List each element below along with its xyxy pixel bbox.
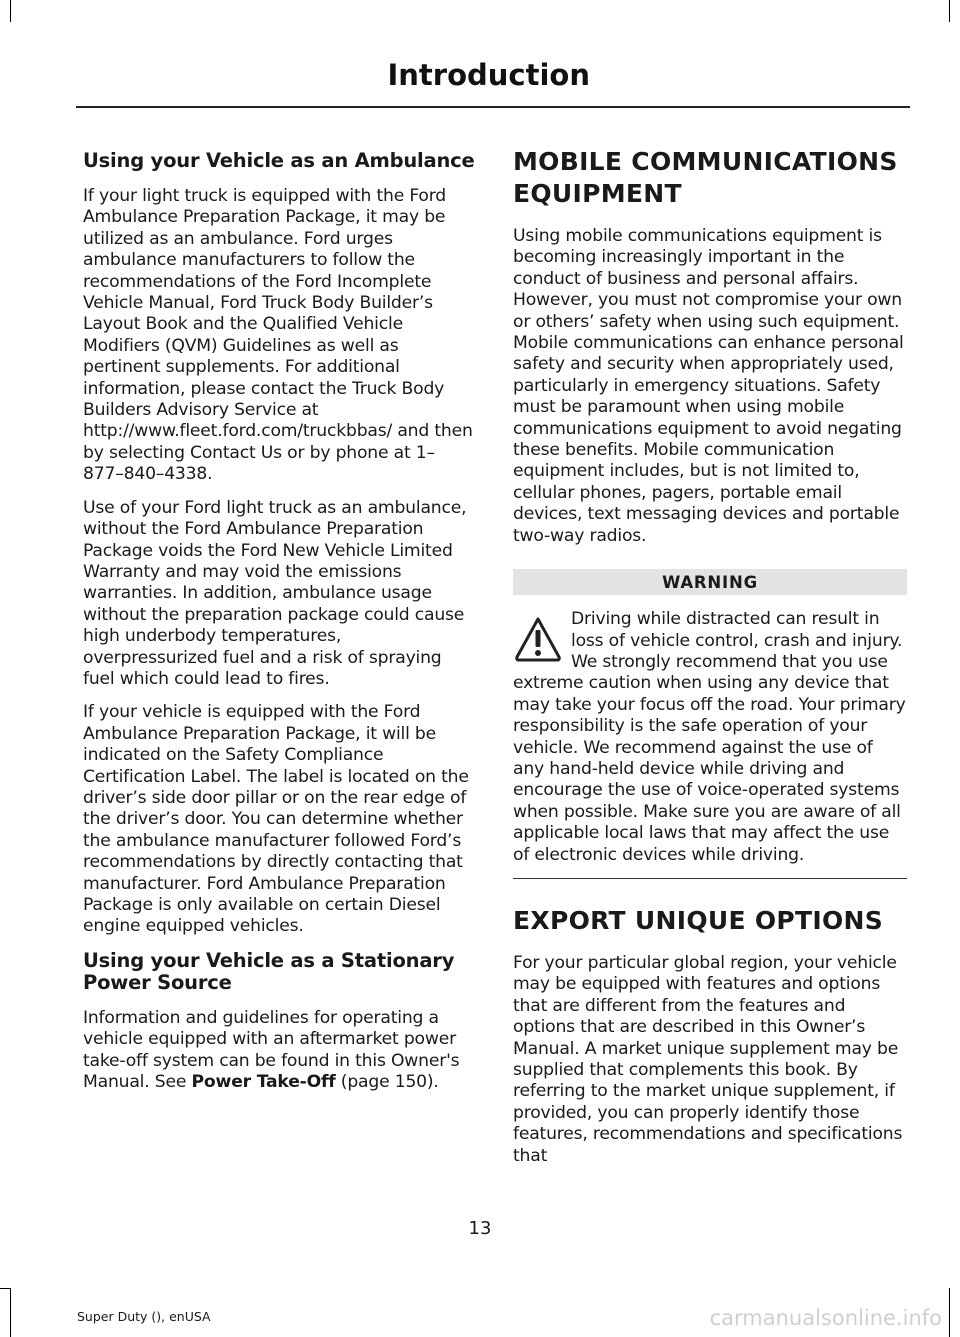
- ambulance-paragraph-1: If your light truck is equipped with the Ford Ambulance Preparation Package, it may be utilized as an ambulance. Ford urges ambulance manufacturers to follow the recommendations of the Ford Incomplete Vehicle Manual, Ford Truck Body Builder’s Layout Book and the Qualified Vehicle Modifiers (QVM) Guidelines as well as pertinent supplements. For additional information, please contact the Truck Body Builders Advisory Service at http://www.fleet.ford.com/truckbbas/ and then by selecting Contact Us or by phone at 1–877–840–4338.: [83, 186, 473, 485]
- crop-mark-top-left-v: [10, 0, 11, 22]
- page-number: 13: [468, 1218, 492, 1239]
- footer-doc-id: Super Duty (), enUSA: [77, 1309, 211, 1324]
- left-column: [83, 146, 475, 1105]
- export-options-heading: EXPORT UNIQUE OPTIONS: [513, 905, 884, 935]
- crop-mark-bottom-left-h: [0, 1288, 11, 1289]
- mobile-communications-paragraph: Using mobile communications equipment is becoming increasingly important in the conduct of business and personal affairs. However, you must not compromise your own or others’ safety when using such equipment. Mobile communications can enhance personal safety and security when appropriately used, particularly in emergency situations. Safety must be paramount when using mobile communications equipment to avoid negating these benefits. Mobile communication equipment includes, but is not limited to, cellular phones, pagers, portable email devices, text messaging devices and portable two-way radios.: [513, 226, 904, 546]
- crop-mark-bottom-right-v: [949, 1288, 950, 1337]
- watermark: carmanualsonline.info: [709, 1306, 942, 1330]
- warning-text: Driving while distracted can result in loss of vehicle control, crash and injury. We strongly recommend that you use extreme caution when using any device that may take your focus off the road. Your primary responsibility is the safe operation of your vehicle. We recommend against the use of any hand-held device while driving and encourage the use of voice-operated systems when possible. Make sure you are aware of all applicable local laws that may affect the use of electronic devices while driving.: [513, 609, 906, 865]
- page-header-title: Introduction: [387, 58, 590, 92]
- header-divider: [76, 106, 910, 108]
- export-options-paragraph: For your particular global region, your vehicle may be equipped with features and options that are different from the features and options that are described in this Owner’s Manual. A market unique supplement may be supplied that complements this book. By referring to the market unique supplement, if provided, you can properly identify those features, recommendations and specifications that: [513, 952, 903, 1166]
- power-take-off-link[interactable]: Power Take-Off: [191, 1072, 336, 1093]
- ambulance-paragraph-3: If your vehicle is equipped with the Ford Ambulance Preparation Package, it will be indicated on the Safety Compliance Certification Label. The label is located on the driver’s side door pillar or on the rear edge of the driver’s door. You can determine whether the ambulance manufacturer followed Ford’s recommendations by directly contacting that manufacturer. Ford Ambulance Preparation Package is only available on certain Diesel engine equipped vehicles.: [83, 702, 469, 937]
- crop-mark-top-right-v: [949, 0, 950, 22]
- warning-box: [513, 609, 907, 879]
- crop-mark-bottom-left-v: [10, 1288, 11, 1337]
- warning-triangle-icon: [513, 615, 563, 663]
- warning-label: WARNING: [513, 569, 907, 595]
- power-source-text-end: (page 150).: [335, 1072, 439, 1093]
- ambulance-paragraph-2: Use of your Ford light truck as an ambulance, without the Ford Ambulance Preparation Package voids the Ford New Vehicle Limited Warranty and may void the emissions warranties. In addition, ambulance usage without the preparation package could cause high underbody temperatures, overpressurized fuel and a risk of spraying fuel which could lead to fires.: [83, 497, 467, 689]
- power-source-paragraph: [83, 1008, 475, 1094]
- mobile-communications-heading: MOBILE COMMUNICATIONS EQUIPMENT: [513, 147, 898, 208]
- right-column: [513, 146, 907, 1179]
- ambulance-heading: Using your Vehicle as an Ambulance: [83, 149, 475, 172]
- power-source-text-start: Information and guidelines for operating a vehicle equipped with an aftermarket power take-off system can be found in this Owner's Manual. See: [83, 1007, 460, 1093]
- power-source-heading: Using your Vehicle as a Stationary Power Source: [83, 948, 455, 994]
